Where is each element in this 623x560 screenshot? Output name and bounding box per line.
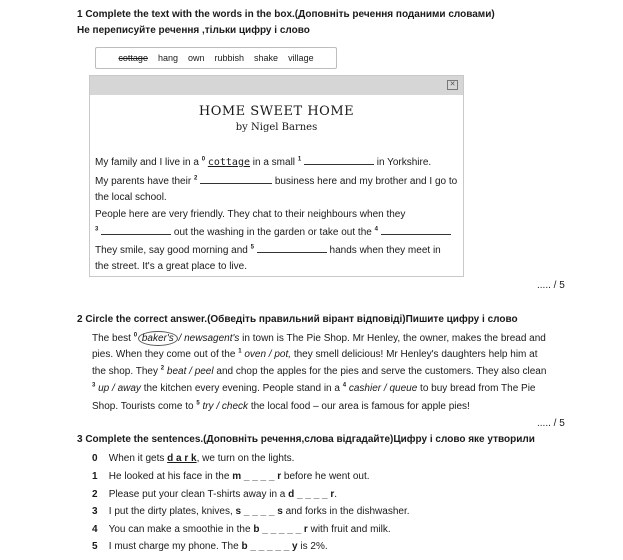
word-box-item: hang xyxy=(157,53,178,63)
example-answer: cottage xyxy=(207,157,250,168)
circled-answer: baker's xyxy=(138,331,178,346)
sentence-item: 5 I must charge my phone. The b _ _ _ _ _ y is 2%. xyxy=(92,541,328,552)
story-panel xyxy=(89,75,464,277)
word-box-item: village xyxy=(288,53,314,63)
blank-2 xyxy=(200,174,272,184)
word-box xyxy=(95,47,337,69)
task1-score: ..... / 5 xyxy=(537,280,565,291)
task2-line-1: The best $^0$ baker's / newsagent's in town is The Pie Shop. Mr Henley, the owner, makes the bread and xyxy=(92,332,546,344)
story-line-4: People here are very friendly. They chat to their neighbours when they xyxy=(95,209,406,220)
task2-line-3: the shop. They $^2$ beat / peel and chop the apples for the pies and serve the customers. They also clean xyxy=(92,365,547,377)
story-line-1: My family and I live in a $^0$ cottage in a small $^1$ in Yorkshire. xyxy=(95,156,432,168)
task2-line-5: Shop. Tourists come to $^5$ try / check the local food – our area is famous for apple pies! xyxy=(92,400,470,412)
task2-line-4: $^3$ up / away the kitchen every evening. People stand in a $^4$ cashier / queue to buy bread from The Pie xyxy=(92,382,536,394)
sentence-item: 4 You can make a smoothie in the b _ _ _ _ _ r with fruit and milk. xyxy=(92,524,391,535)
story-line-5: $^3$ out the washing in the garden or take out the $^4$ xyxy=(95,225,451,239)
blank-3 xyxy=(101,225,171,235)
story-byline: by Nigel Barnes xyxy=(235,122,318,133)
story-line-3: the local school. xyxy=(95,192,167,203)
task2-heading: 2 Circle the correct answer.(Обведіть правильний вірант відповіді)Пишите цифру і слово xyxy=(77,314,518,325)
word-box-item: cottage xyxy=(118,53,148,63)
sentence-item: 1 He looked at his face in the m _ _ _ _ r before he went out. xyxy=(92,471,370,482)
sentence-item: 2 Please put your clean T-shirts away in a d _ _ _ _ r. xyxy=(92,489,338,500)
story-line-7: the street. It's a great place to live. xyxy=(95,261,247,272)
task1-note: Не переписуйте речення ,тільки цифру і слово xyxy=(77,25,310,36)
story-title: HOME SWEET HOME xyxy=(198,104,355,119)
word-box-item: own xyxy=(187,53,205,63)
blank-4 xyxy=(381,225,451,235)
blank-5 xyxy=(257,243,327,253)
task2-score: ..... / 5 xyxy=(537,418,565,429)
panel-header-bar xyxy=(90,76,463,95)
task2-line-2: pies. When they come out of the $^1$ oven / pot, they smell delicious! Mr Henley's daughters help him at xyxy=(92,348,538,360)
story-line-2: My parents have their $^2$ business here and my brother and I go to xyxy=(95,175,458,187)
close-icon: ✕ xyxy=(447,80,458,90)
sentence-item: 3 I put the dirty plates, knives, s _ _ _ _ s and forks in the dishwasher. xyxy=(92,506,410,517)
task1-heading: 1 Complete the text with the words in the box.(Доповніть речення поданими словами) xyxy=(77,9,495,20)
task3-heading: 3 Complete the sentences.(Доповніть речення,слова відгадайте)Цифру і слово яке утворили xyxy=(77,434,535,445)
word-box-item: shake xyxy=(254,53,279,63)
word-box-item: rubbish xyxy=(214,53,245,63)
sentence-item: 0 When it gets d a r k, we turn on the lights. xyxy=(92,453,295,464)
blank-1 xyxy=(304,155,374,165)
story-line-6: They smile, say good morning and $^5$ hands when they meet in xyxy=(95,244,441,256)
